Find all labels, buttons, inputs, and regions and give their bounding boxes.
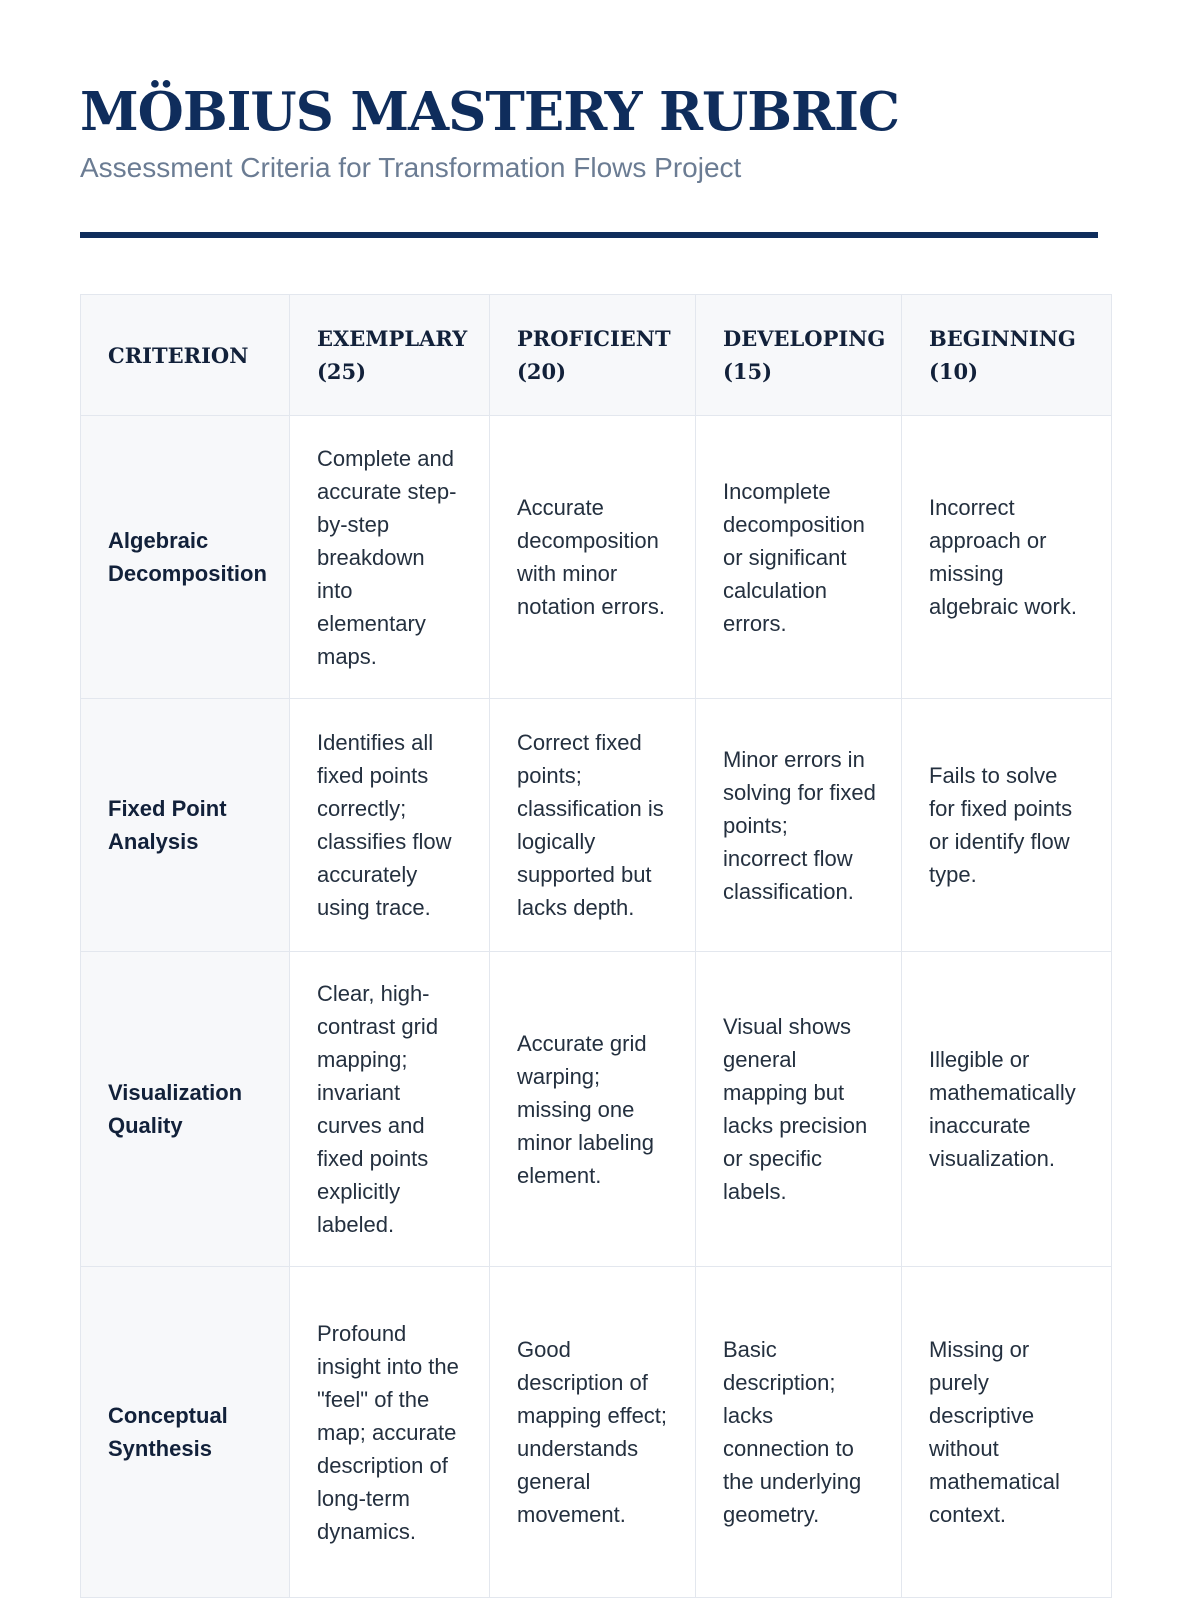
column-header-exemplary: EXEMPLARY (25) [290,295,490,416]
proficient-cell: Correct fixed points; classification is logically supported but lacks depth. [490,699,696,952]
table-row [81,699,1112,952]
developing-cell: Visual shows general mapping but lacks precision or specific labels. [696,952,902,1267]
proficient-cell: Accurate grid warping; missing one minor labeling element. [490,952,696,1267]
beginning-cell: Incorrect approach or missing algebraic work. [902,416,1112,699]
criterion-cell: Fixed Point Analysis [81,699,290,952]
exemplary-cell: Complete and accurate step-by-step breakdown into elementary maps. [290,416,490,699]
page-subtitle: Assessment Criteria for Transformation Flows Project [80,152,742,183]
rubric-table [80,294,1112,1598]
table-header-row [81,295,1112,416]
beginning-cell: Illegible or mathematically inaccurate visualization. [902,952,1112,1267]
developing-cell: Minor errors in solving for fixed points; incorrect flow classification. [696,699,902,952]
developing-cell: Basic description; lacks connection to the underlying geometry. [696,1267,902,1598]
exemplary-cell: Identifies all fixed points correctly; classifies flow accurately using trace. [290,699,490,952]
criterion-cell: Algebraic Decomposition [81,416,290,699]
column-header-criterion: CRITERION [81,295,290,416]
beginning-cell: Fails to solve for fixed points or identify flow type. [902,699,1112,952]
page-title: MÖBIUS MASTERY RUBRIC [80,81,900,143]
criterion-cell: Conceptual Synthesis [81,1267,290,1598]
developing-cell: Incomplete decomposition or significant calculation errors. [696,416,902,699]
beginning-cell: Missing or purely descriptive without mathematical context. [902,1267,1112,1598]
exemplary-cell: Profound insight into the "feel" of the map; accurate description of long-term dynamics. [290,1267,490,1598]
criterion-cell: Visualization Quality [81,952,290,1267]
column-header-developing: DEVELOPING (15) [696,295,902,416]
proficient-cell: Good description of mapping effect; understands general movement. [490,1267,696,1598]
column-header-beginning: BEGINNING (10) [902,295,1112,416]
column-header-proficient: PROFICIENT (20) [490,295,696,416]
exemplary-cell: Clear, high-contrast grid mapping; invariant curves and fixed points explicitly labeled. [290,952,490,1267]
table-row [81,952,1112,1267]
proficient-cell: Accurate decomposition with minor notation errors. [490,416,696,699]
table-row [81,416,1112,699]
header-divider [80,232,1098,238]
table-row [81,1267,1112,1598]
